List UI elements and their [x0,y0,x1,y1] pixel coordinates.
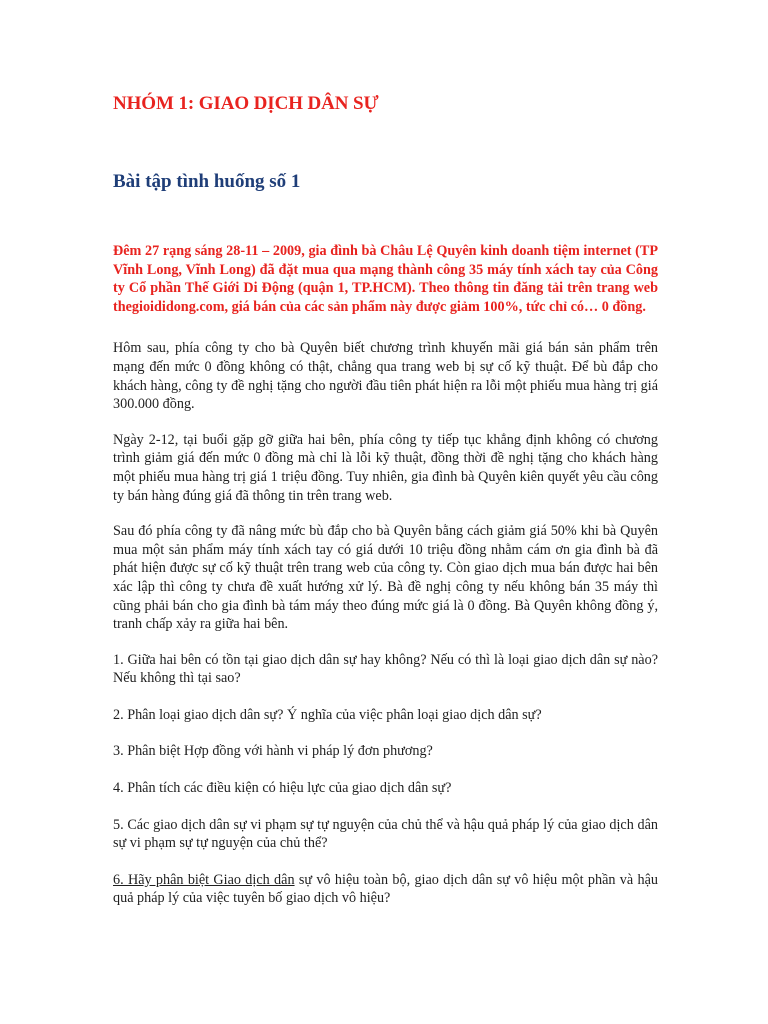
case-paragraph-2: Ngày 2-12, tại buổi gặp gỡ giữa hai bên, phía công ty tiếp tục khẳng định không có chương trình giảm giá đến mức 0 đồng mà chỉ là lỗi kỹ thuật, đồng thời đề nghị tặng cho khách hàng một phiếu mua hàng trị giá 1 triệu đồng. Tuy nhiên, gia đình bà Quyên kiên quyết yêu cầu công ty bán hàng đúng giá đã thông tin trên trang web. [113,431,658,504]
question-6-underlined-text: 6. Hãy phân biệt Giao dịch dân [113,871,295,888]
case-intro: Đêm 27 rạng sáng 28-11 – 2009, gia đình bà Châu Lệ Quyên kinh doanh tiệm internet (TP Vĩnh Long, Vĩnh Long) đã đặt mua qua mạng thành công 35 máy tính xách tay của Công ty Cổ phần Thế Giới Di Động (quận 1, TP.HCM). Theo thông tin đăng tải trên trang web thegioididong.com, giá bán của các sản phẩm này được giảm 100%, tức chỉ có… 0 đồng. [113,243,658,315]
question-list [113,651,658,908]
case-paragraph-3: Sau đó phía công ty đã nâng mức bù đắp cho bà Quyên bằng cách giảm giá 50% khi bà Quyên mua một sản phẩm máy tính xách tay có giá dưới 10 triệu đồng nhằm cám ơn gia đình bà đã phát hiện được sự cố kỹ thuật trên trang web của công ty. Còn giao dịch mua bán được hai bên xác lập thì công ty chưa đề xuất hướng xử lý. Bà đề nghị công ty nếu không bán 35 máy thì cũng phải bán cho gia đình bà tám máy theo đúng mức giá là 0 đồng. Bà Quyên không đồng ý, tranh chấp xảy ra giữa hai bên. [113,523,658,633]
question-3: 3. Phân biệt Hợp đồng với hành vi pháp lý đơn phương? [113,743,433,760]
question-4: 4. Phân tích các điều kiện có hiệu lực của giao dịch dân sự? [113,780,452,797]
case-paragraph-1: Hôm sau, phía công ty cho bà Quyên biết chương trình khuyến mãi giá bán sản phẩm trên mạng đến mức 0 đồng không có thật, chẳng qua trang web bị sự cố kỹ thuật. Để bù đắp cho khách hàng, công ty đề nghị tặng cho người đầu tiên phát hiện ra lỗi một phiếu mua hàng trị giá 300.000 đồng. [113,340,658,413]
question-1: 1. Giữa hai bên có tồn tại giao dịch dân sự hay không? Nếu có thì là loại giao dịch dân sự nào? Nếu không thì tại sao? [113,651,658,687]
question-2: 2. Phân loại giao dịch dân sự? Ý nghĩa của việc phân loại giao dịch dân sự? [113,706,542,723]
document-page [113,92,658,926]
question-6 [113,871,658,908]
group-title: NHÓM 1: GIAO DỊCH DÂN SỰ [113,93,379,114]
question-6-text: sự vô hiệu toàn bộ, giao dịch dân sự vô hiệu một phần và hậu quả pháp lý của việc tuyên bố giao dịch vô hiệu? [113,871,659,907]
exercise-title: Bài tập tình huống số 1 [113,171,301,192]
question-5: 5. Các giao dịch dân sự vi phạm sự tự nguyện của chủ thể và hậu quả pháp lý của giao dịch dân sự vi phạm sự tự nguyện của chủ thể? [113,816,658,852]
